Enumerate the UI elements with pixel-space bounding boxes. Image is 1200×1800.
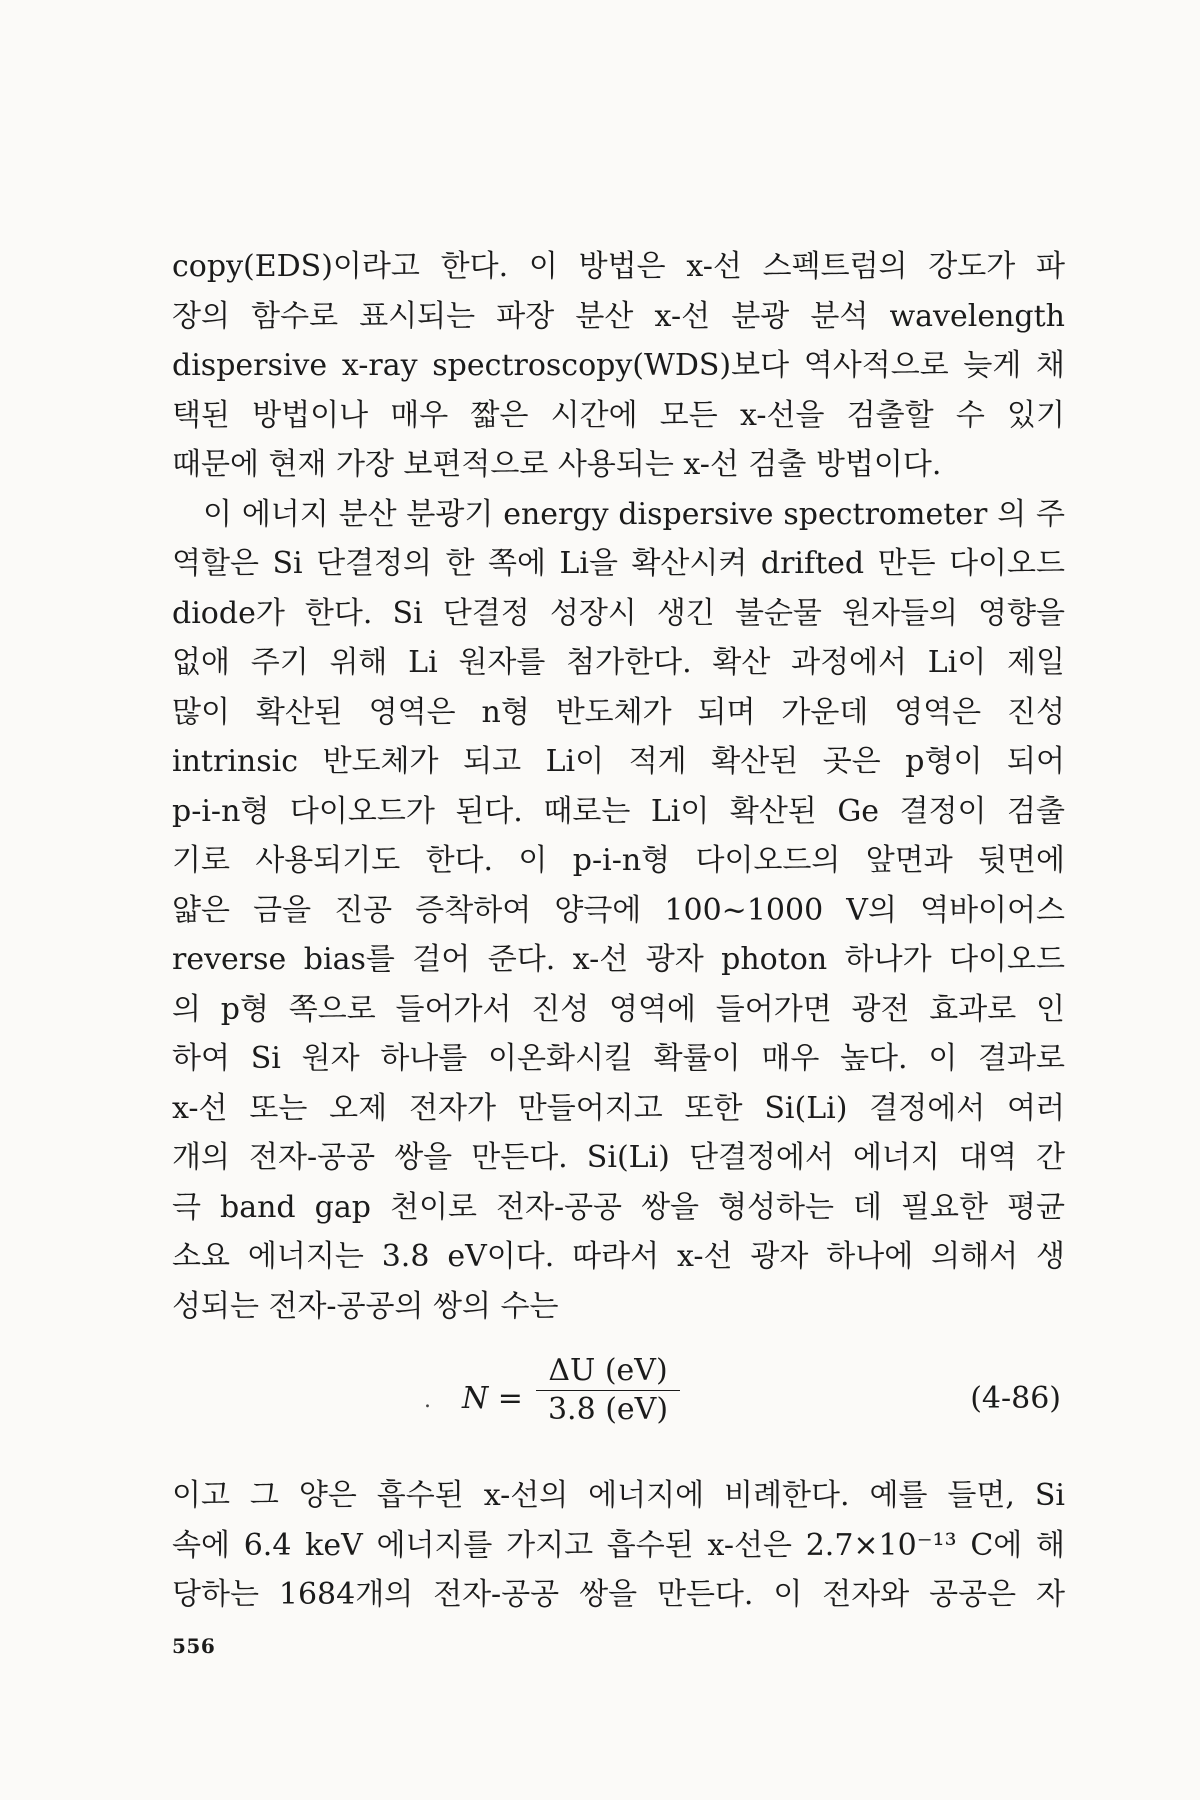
text-line: 의 p형 쪽으로 들어가서 진성 영역에 들어가면 광전 효과로 인 <box>172 991 1065 1027</box>
text-line: 극 band gap 천이로 전자-공공 쌍을 형성하는 데 필요한 평균 <box>172 1189 1065 1225</box>
text-line: 때문에 현재 가장 보편적으로 사용되는 x-선 검출 방법이다. <box>172 447 942 482</box>
stray-dot: . <box>424 1388 431 1413</box>
text-line: copy(EDS)이라고 한다. 이 방법은 x-선 스펙트럼의 강도가 파 <box>172 249 1065 284</box>
equation-fraction <box>536 1354 680 1427</box>
text-line: 이 에너지 분산 분광기 energy dispersive spectrometer 의 주 <box>203 496 1065 532</box>
equation-number: (4-86) <box>970 1381 1061 1416</box>
text-line: dispersive x-ray spectroscopy(WDS)보다 역사적으로 늦게 채 <box>172 348 1065 383</box>
text-line: 많이 확산된 영역은 n형 반도체가 되며 가운데 영역은 진성 <box>172 694 1065 730</box>
text-line: 성되는 전자-공공의 쌍의 수는 <box>172 1288 559 1324</box>
text-line: 택된 방법이나 매우 짧은 시간에 모든 x-선을 검출할 수 있기 <box>172 397 1065 433</box>
text-line: 속에 6.4 keV 에너지를 가지고 흡수된 x-선은 2.7×10⁻¹³ C에 해 <box>172 1527 1065 1563</box>
text-line: x-선 또는 오제 전자가 만들어지고 또한 Si(Li) 결정에서 여러 <box>172 1090 1065 1126</box>
equation-4-86 <box>172 1354 1065 1444</box>
text-line: diode가 한다. Si 단결정 성장시 생긴 불순물 원자들의 영향을 <box>172 595 1065 631</box>
text-line: 당하는 1684개의 전자-공공 쌍을 만든다. 이 전자와 공공은 자 <box>172 1577 1065 1612</box>
text-line: 이고 그 양은 흡수된 x-선의 에너지에 비례한다. 예를 들면, Si <box>172 1478 1065 1513</box>
text-line: 소요 에너지는 3.8 eV이다. 따라서 x-선 광자 하나에 의해서 생 <box>172 1239 1065 1274</box>
after-equation-paragraph <box>172 1471 1065 1620</box>
text-line: reverse bias를 걸어 준다. x-선 광자 photon 하나가 다이오드 <box>172 942 1065 977</box>
text-line: 하여 Si 원자 하나를 이온화시킬 확률이 매우 높다. 이 결과로 <box>172 1041 1065 1076</box>
page-number: 556 <box>172 1634 216 1658</box>
text-line: p-i-n형 다이오드가 된다. 때로는 Li이 확산된 Ge 결정이 검출 <box>172 793 1065 829</box>
text-line: 장의 함수로 표시되는 파장 분산 x-선 분광 분석 wavelength <box>172 298 1065 334</box>
body-paragraphs <box>172 242 1065 1331</box>
text-line: 역할은 Si 단결정의 한 쪽에 Li을 확산시켜 drifted 만든 다이오드 <box>172 546 1065 581</box>
equation-denominator: 3.8 (eV) <box>547 1392 669 1427</box>
text-line: 얇은 금을 진공 증착하여 양극에 100~1000 V의 역바이어스 <box>172 892 1065 928</box>
equation-numerator: ΔU (eV) <box>536 1354 680 1391</box>
text-line: 기로 사용되기도 한다. 이 p-i-n형 다이오드의 앞면과 뒷면에 <box>172 843 1065 878</box>
text-line: 없애 주기 위해 Li 원자를 첨가한다. 확산 과정에서 Li이 제일 <box>172 645 1065 680</box>
equation-lhs: N = <box>462 1381 523 1416</box>
text-line: 개의 전자-공공 쌍을 만든다. Si(Li) 단결정에서 에너지 대역 간 <box>172 1140 1065 1175</box>
text-line: intrinsic 반도체가 되고 Li이 적게 확산된 곳은 p형이 되어 <box>172 744 1065 779</box>
